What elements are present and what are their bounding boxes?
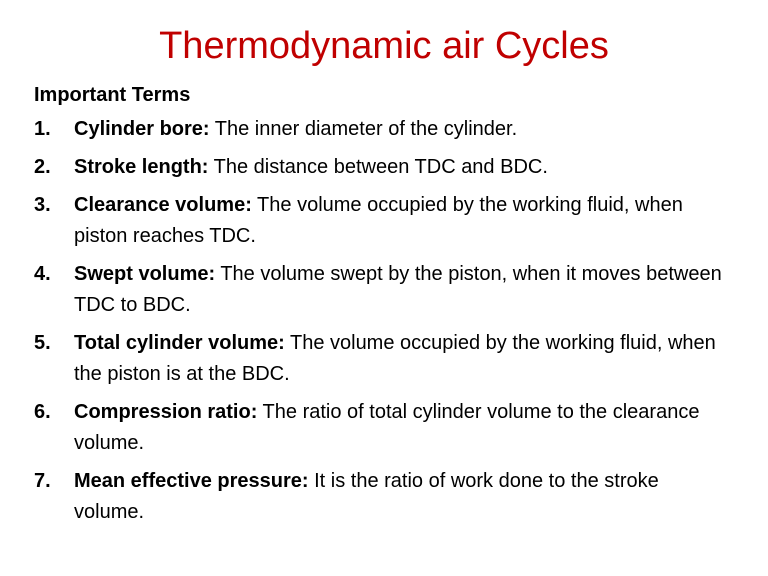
list-item-text	[74, 259, 724, 321]
list-item-compression-ratio	[34, 397, 744, 459]
list-number: 2.	[34, 156, 51, 178]
list-item-text	[74, 190, 724, 252]
slide-body	[34, 82, 744, 535]
list-item-clearance-volume	[34, 190, 744, 252]
list-number: 7.	[34, 470, 51, 492]
term-definition: The volume occupied by the working fluid, when piston reaches TDC.	[74, 194, 683, 247]
term-label: Total cylinder volume:	[74, 332, 285, 354]
list-number: 3.	[34, 194, 51, 216]
list-item-text	[74, 114, 724, 145]
term-definition: It is the ratio of work done to the stroke volume.	[74, 470, 659, 523]
list-item-swept-volume	[34, 259, 744, 321]
list-number: 5.	[34, 332, 51, 354]
list-item-mean-effective-pressure	[34, 466, 744, 528]
list-number: 4.	[34, 263, 51, 285]
slide-title: Thermodynamic air Cycles	[159, 25, 609, 67]
term-definition: The volume occupied by the working fluid, when the piston is at the BDC.	[74, 332, 716, 385]
term-definition: The distance between TDC and BDC.	[208, 156, 548, 178]
term-definition: The ratio of total cylinder volume to the clearance volume.	[74, 401, 700, 454]
term-label: Mean effective pressure:	[74, 470, 309, 492]
list-item-text	[74, 466, 724, 528]
list-item-total-cylinder-volume	[34, 328, 744, 390]
term-definition: The volume swept by the piston, when it moves between TDC to BDC.	[74, 263, 722, 316]
list-item-text	[74, 397, 724, 459]
subheading: Important Terms	[34, 84, 191, 106]
list-item-text	[74, 152, 724, 183]
list-item-stroke-length	[34, 152, 744, 183]
term-definition: The inner diameter of the cylinder.	[209, 118, 518, 140]
list-item-cylinder-bore	[34, 114, 744, 145]
list-number: 1.	[34, 118, 51, 140]
list-number: 6.	[34, 401, 51, 423]
term-label: Swept volume:	[74, 263, 216, 285]
term-label: Compression ratio:	[74, 401, 258, 423]
terms-list	[34, 114, 744, 528]
term-label: Cylinder bore:	[74, 118, 210, 140]
term-label: Stroke length:	[74, 156, 209, 178]
term-label: Clearance volume:	[74, 194, 252, 216]
list-item-text	[74, 328, 724, 390]
